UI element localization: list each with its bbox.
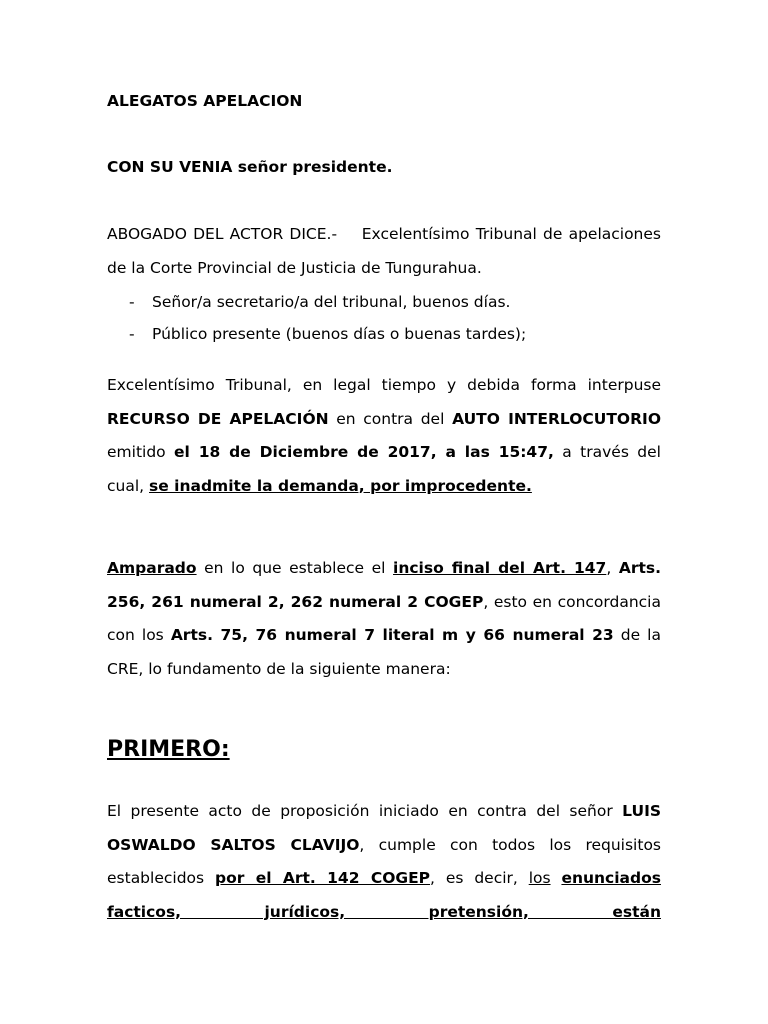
bold-run: el 18 de Diciembre de 2017, a las 15:47, (174, 443, 554, 461)
text-run: en lo que establece el (196, 559, 394, 577)
list-item-text: Público presente (buenos días o buenas tardes); (152, 325, 527, 343)
text-run: , (606, 559, 619, 577)
bold-underline-run: inciso final del Art. 147 (393, 559, 607, 577)
greeting-rest: señor presidente. (232, 158, 393, 176)
text-run: de la CRE, lo fundamento de la siguiente manera: (107, 626, 661, 678)
greeting (107, 158, 393, 176)
intro-paragraph (107, 218, 661, 285)
legal-basis-paragraph (107, 552, 661, 686)
bold-run: AUTO INTERLOCUTORIO (452, 409, 661, 428)
list-item (107, 318, 661, 350)
text-run: a través del cual, (107, 443, 661, 495)
text-run: El presente acto de proposición iniciado en contra del señor (107, 802, 623, 820)
first-argument-paragraph (107, 795, 661, 929)
greeting-list (107, 286, 661, 350)
section-heading: PRIMERO: (107, 737, 230, 762)
intro-text: Excelentísimo Tribunal de apelaciones de la Corte Provincial de Justicia de Tungurahua. (107, 225, 661, 277)
text-run: , cumple con todos los requisitos establecidos (107, 835, 662, 887)
text-run: en contra del (328, 409, 453, 428)
text-run: , es decir, (430, 869, 529, 887)
appeal-paragraph (107, 369, 661, 503)
list-dash: - (129, 325, 135, 343)
bold-underline-run: Amparado (107, 559, 197, 577)
bold-underline-run: enunciados facticos, jurídicos, pretensión, están (107, 869, 661, 921)
text-run (551, 869, 562, 887)
list-item-text: Señor/a secretario/a del tribunal, buenos días. (152, 293, 511, 311)
text-run: emitido (107, 443, 175, 461)
text-run: , esto en concordancia con los (107, 592, 661, 644)
intro-lead: ABOGADO DEL ACTOR DICE.- (107, 225, 338, 243)
underline-run: los (528, 869, 551, 887)
text-run: Excelentísimo Tribunal, en legal tiempo y debida forma interpuse (107, 376, 661, 394)
bold-run: Arts. 75, 76 numeral 7 literal m y 66 numeral 23 (170, 626, 614, 644)
bold-run: RECURSO DE APELACIÓN (107, 409, 329, 428)
list-dash: - (129, 293, 135, 311)
document-title: ALEGATOS APELACION (107, 92, 303, 110)
bold-run: LUIS OSWALDO SALTOS CLAVIJO (107, 802, 661, 854)
greeting-bold: CON SU VENIA (107, 158, 233, 176)
bold-run: Arts. 256, 261 numeral 2, 262 numeral 2 COGEP (107, 559, 661, 611)
bold-underline-run: por el Art. 142 COGEP (214, 869, 431, 887)
list-item (107, 286, 661, 318)
bold-underline-run: se inadmite la demanda, por improcedente. (149, 476, 532, 495)
